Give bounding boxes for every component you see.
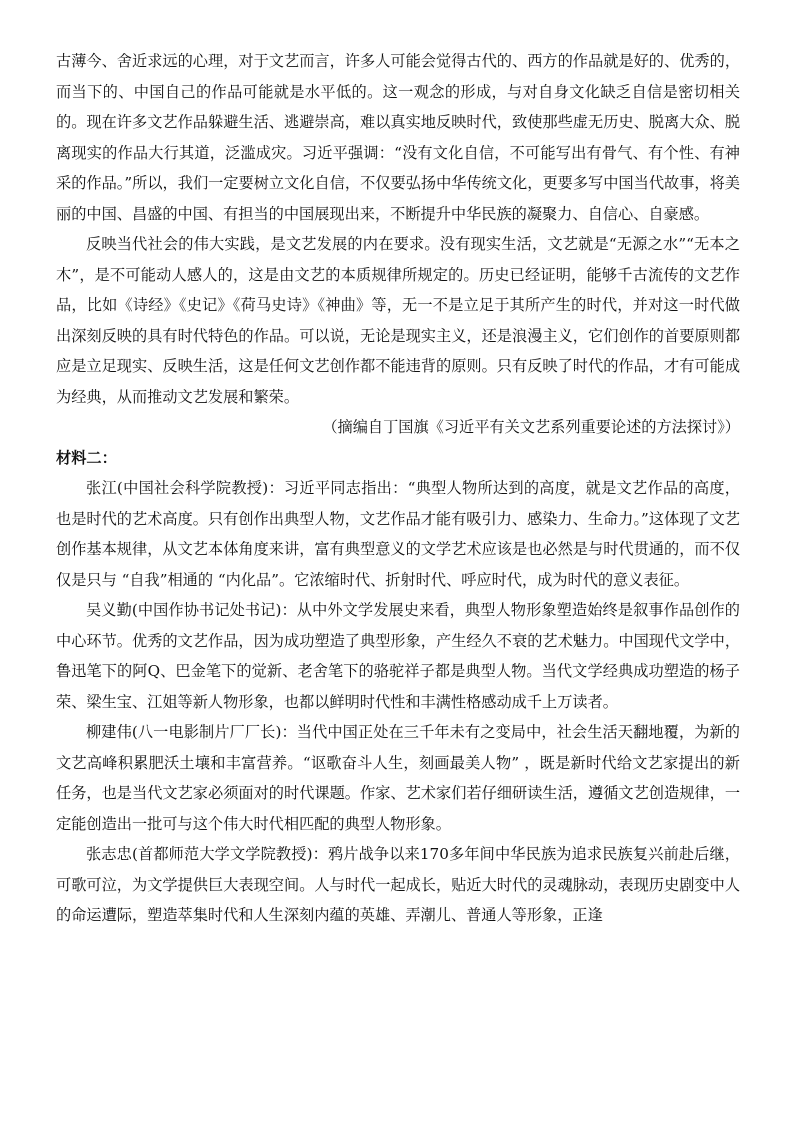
material-two-paragraph-zhang-jiang: 张江(中国社会科学院教授)：习近平同志指出：“典型人物所达到的高度，就是文艺作品的高度，也是时代的艺术高度。只有创作出典型人物，文艺作品才能有吸引力、感染力、生命力。”这体现了文艺创作基本规律，从文艺本体角度来讲，富有典型意义的文学艺术应该是也必然是与时代贯通的，而不仅仅是只与 “自我”相通的 “内化品”。它浓缩时代、折射时代、呼应时代，成为时代的意义表征。 [56, 479, 740, 589]
material-one-paragraph-1: 古薄今、舍近求远的心理，对于文艺而言，许多人可能会觉得古代的、西方的作品就是好的、优秀的，而当下的、中国自己的作品可能就是水平低的。这一观念的形成，与对自身文化缺乏自信是密切相关的。现在许多文艺作品躲避生活、逃避崇高，难以真实地反映时代，致使那些虚无历史、脱离大众、脱离现实的作品大行其道，泛滥成灾。习近平强调：“没有文化自信，不可能写出有骨气、有个性、有神采的作品。”所以，我们一定要树立文化自信，不仅要弘扬中华传统文化，更要多写中国当代故事，将美丽的中国、昌盛的中国、有担当的中国展现出来，不断提升中华民族的凝聚力、自信心、自豪感。 [56, 52, 740, 223]
material-two-heading: 材料二： [56, 448, 117, 467]
material-two-paragraph-liu-jianwei: 柳建伟(八一电影制片厂厂长)：当代中国正处在三千年未有之变局中，社会生活天翻地覆，为新的文艺高峰积累肥沃土壤和丰富营养。“讴歌奋斗人生，刻画最美人物” ，既是新时代给文艺家提出的新任务，也是当代文艺家必须面对的时代课题。作家、艺术家们若仔细研读生活，遵循文艺创造规律，一定能创造出一批可与这个伟大时代相匹配的典型人物形象。 [56, 723, 740, 833]
material-one-paragraph-2: 反映当代社会的伟大实践，是文艺发展的内在要求。没有现实生活，文艺就是“无源之水”“无本之木”，是不可能动人感人的，这是由文艺的本质规律所规定的。历史已经证明，能够千古流传的文艺作品，比如《诗经》《史记》《荷马史诗》《神曲》等，无一不是立足于其所产生的时代，并对这一时代做出深刻反映的具有时代特色的作品。可以说，无论是现实主义，还是浪漫主义，它们创作的首要原则都应是立足现实、反映生活，这是任何文艺创作都不能违背的原则。只有反映了时代的作品，才有可能成为经典，从而推动文艺发展和繁荣。 [56, 235, 740, 406]
material-two-paragraph-zhang-zhizhong: 张志忠(首都师范大学文学院教授)：鸦片战争以来170多年间中华民族为追求民族复兴前赴后继，可歌可泣，为文学提供巨大表现空间。人与时代一起成长，贴近大时代的灵魂脉动，表现历史剧变中人的命运遭际，塑造萃集时代和人生深刻内蕴的英雄、弄潮儿、普通人等形象，正逢 [56, 845, 740, 924]
document-page [56, 46, 740, 931]
source-citation: （摘编自丁国旗《习近平有关文艺系列重要论述的方法探讨》） [322, 418, 740, 436]
material-two-paragraph-wu-yiqin: 吴义勤(中国作协书记处书记)：从中外文学发展史来看，典型人物形象塑造始终是叙事作品创作的中心环节。优秀的文艺作品，因为成功塑造了典型形象，产生经久不衰的艺术魅力。中国现代文学中，鲁迅笔下的阿Q、巴金笔下的觉新、老舍笔下的骆驼祥子都是典型人物。当代文学经典成功塑造的杨子荣、梁生宝、江姐等新人物形象，也都以鲜明时代性和丰满性格感动成千上万读者。 [56, 601, 740, 711]
